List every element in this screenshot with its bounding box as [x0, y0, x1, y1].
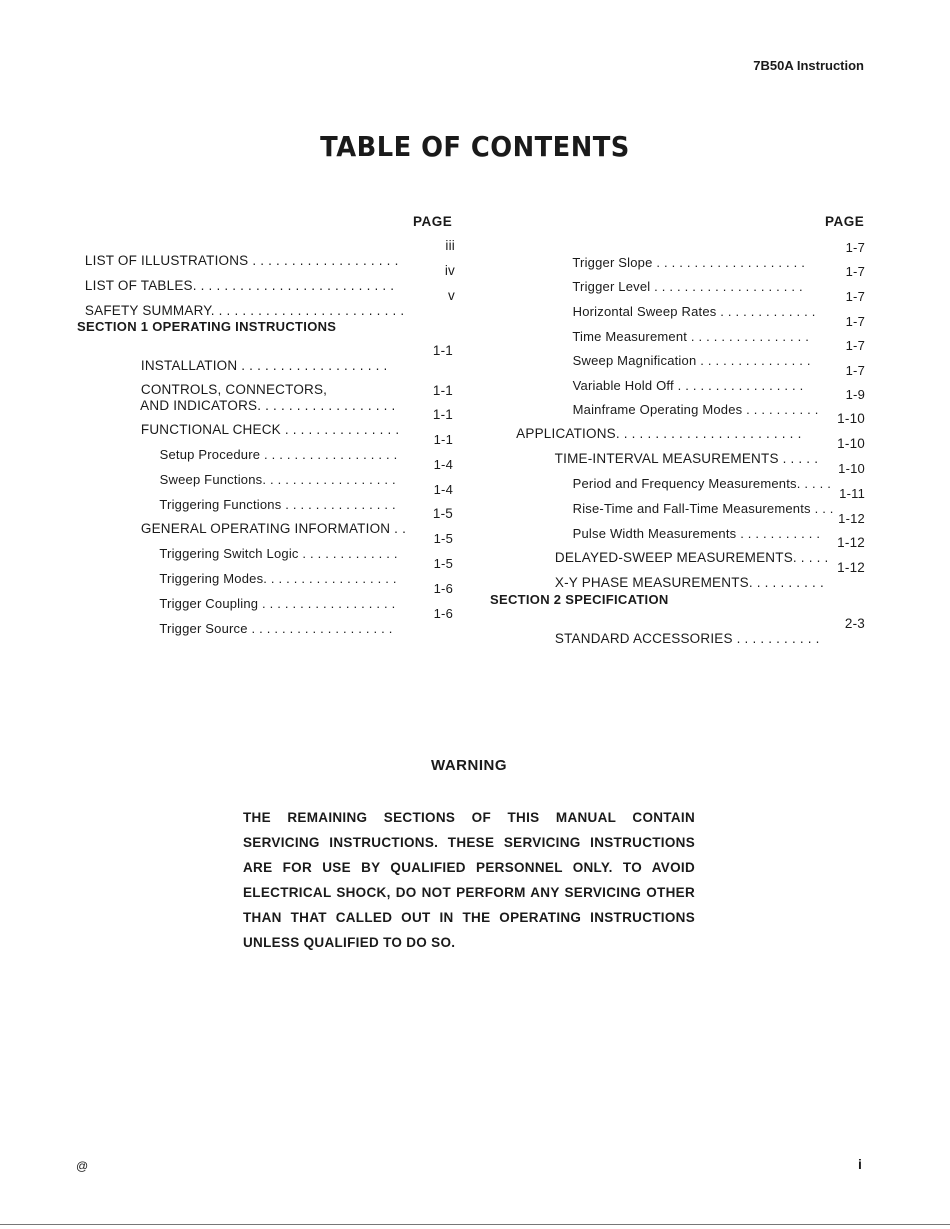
- toc-entry-page: 1-7: [845, 338, 865, 353]
- toc-entry-text: DELAYED-SWEEP MEASUREMENTS. . . . .: [554, 550, 829, 565]
- toc-entry-text: X-Y PHASE MEASUREMENTS. . . . . . . . . .: [554, 575, 824, 590]
- left-page-column-label: PAGE: [413, 214, 453, 229]
- toc-entry-page: 1-10: [837, 411, 865, 426]
- toc-entry-page: 1-11: [839, 486, 865, 501]
- toc-entry-standard-accessories[interactable]: [547, 616, 865, 661]
- toc-entry-page: 1-12: [837, 535, 865, 550]
- toc-entry-page: 1-10: [837, 436, 865, 451]
- toc-entry-page: 1-1: [432, 407, 453, 422]
- toc-entry-page: 1-5: [433, 531, 453, 546]
- toc-entry-page: 1-4: [433, 482, 453, 497]
- toc-entry-text: APPLICATIONS. . . . . . . . . . . . . . . . . . . . . . . .: [516, 426, 802, 441]
- toc-entry-page: iv: [444, 263, 455, 278]
- toc-entry-text: Variable Hold Off . . . . . . . . . . . . . . . . .: [572, 378, 804, 393]
- toc-entry-page: 1-5: [433, 556, 453, 571]
- toc-section-2-heading[interactable]: SECTION 2 SPECIFICATION: [490, 592, 669, 607]
- toc-entry-page: 1-12: [838, 511, 865, 526]
- toc-entry-text: TIME-INTERVAL MEASUREMENTS . . . . .: [554, 451, 819, 466]
- toc-entry-page: 1-1: [432, 383, 453, 398]
- toc-entry-text: Triggering Switch Logic . . . . . . . . . . . . .: [159, 546, 398, 561]
- toc-entry-text: CONTROLS, CONNECTORS,: [140, 382, 328, 397]
- toc-entry-page: 1-7: [845, 363, 865, 378]
- toc-entry-page: 1-6: [433, 581, 453, 596]
- toc-entry-page: 1-10: [838, 461, 865, 476]
- toc-entry-text: LIST OF TABLES. . . . . . . . . . . . . . . . . . . . . . . . . .: [84, 278, 395, 293]
- toc-entry-page: 1-7: [845, 314, 865, 329]
- page-title: TABLE OF CONTENTS: [320, 130, 630, 163]
- toc-entry-text: Trigger Coupling . . . . . . . . . . . . . . . . . .: [159, 596, 396, 611]
- toc-entry-text: Sweep Functions. . . . . . . . . . . . . . . . . .: [159, 472, 396, 487]
- toc-entry-text: Horizontal Sweep Rates . . . . . . . . . . . . .: [572, 304, 816, 319]
- toc-entry-text: AND INDICATORS. . . . . . . . . . . . . . . . . .: [140, 398, 396, 413]
- bottom-edge-rule: [0, 1224, 950, 1225]
- footer-page-number: i: [858, 1156, 862, 1172]
- toc-entry-page: 1-7: [845, 289, 865, 304]
- toc-entry-page: 1-1: [432, 343, 453, 358]
- toc-entry-text: Trigger Level . . . . . . . . . . . . . . . . . . . .: [572, 279, 803, 294]
- warning-text: THE REMAINING SECTIONS OF THIS MANUAL CONTAIN SERVICING INSTRUCTIONS. THESE SERVICING INSTRUCTIONS ARE FOR USE BY QUALIFIED PERSONNEL ONLY. TO AVOID ELECTRICAL SHOCK, DO NOT PERFORM ANY SERVICING OTHER THAN THAT CALLED OUT IN THE OPERATING INSTRUCTIONS UNLESS QUALIFIED TO DO SO.: [243, 810, 695, 950]
- toc-entry-text: Trigger Source . . . . . . . . . . . . . . . . . . .: [159, 621, 393, 636]
- warning-title: WARNING: [431, 757, 507, 774]
- toc-entry-text: Mainframe Operating Modes . . . . . . . . . .: [572, 402, 819, 417]
- toc-entry-page: iii: [445, 238, 455, 253]
- toc-entry-page: 1-6: [433, 606, 453, 621]
- toc-entry-page: 1-12: [837, 560, 865, 575]
- toc-entry-page: 1-5: [432, 506, 453, 521]
- document-header: 7B50A Instruction: [753, 58, 864, 73]
- toc-entry-text: Time Measurement . . . . . . . . . . . . . . . .: [572, 329, 810, 344]
- toc-entry-text: Sweep Magnification . . . . . . . . . . . . . . .: [572, 353, 811, 368]
- toc-entry-text: Period and Frequency Measurements. . . . .: [572, 476, 832, 491]
- toc-entry-text: SAFETY SUMMARY. . . . . . . . . . . . . . . . . . . . . . . . .: [84, 303, 405, 318]
- toc-entry-page: 1-1: [433, 432, 453, 447]
- toc-entry-text: Rise-Time and Fall-Time Measurements . . .: [572, 501, 834, 516]
- toc-entry-text: Setup Procedure . . . . . . . . . . . . . . . . . .: [159, 447, 398, 462]
- toc-entry-page: 2-3: [844, 616, 865, 631]
- toc-entry-page: 1-9: [845, 387, 865, 402]
- toc-entry-text: Pulse Width Measurements . . . . . . . . . . .: [572, 526, 821, 541]
- toc-entry-text: LIST OF ILLUSTRATIONS . . . . . . . . . . . . . . . . . . .: [84, 253, 399, 268]
- toc-entry-text: FUNCTIONAL CHECK . . . . . . . . . . . . . . .: [140, 422, 400, 437]
- toc-entry-text: Trigger Slope . . . . . . . . . . . . . . . . . . . .: [572, 255, 806, 270]
- toc-entry-page: 1-4: [433, 457, 453, 472]
- toc-entry-page: v: [448, 288, 455, 303]
- toc-entry-text: GENERAL OPERATING INFORMATION . .: [140, 521, 407, 536]
- toc-entry-text: INSTALLATION . . . . . . . . . . . . . . . . . . .: [140, 358, 388, 373]
- toc-entry-page: 1-7: [845, 240, 865, 255]
- toc-section-1-heading[interactable]: SECTION 1 OPERATING INSTRUCTIONS: [77, 319, 337, 334]
- toc-entry-text: STANDARD ACCESSORIES . . . . . . . . . . .: [554, 631, 820, 646]
- toc-entry-trigger-source[interactable]: [152, 606, 453, 651]
- toc-entry-page: 1-7: [845, 264, 865, 279]
- right-page-column-label: PAGE: [825, 214, 865, 229]
- footer-copyright-mark: @: [76, 1159, 89, 1173]
- toc-entry-text: Triggering Modes. . . . . . . . . . . . . . . . . .: [159, 571, 397, 586]
- toc-entry-text: Triggering Functions . . . . . . . . . . . . . . .: [159, 497, 396, 512]
